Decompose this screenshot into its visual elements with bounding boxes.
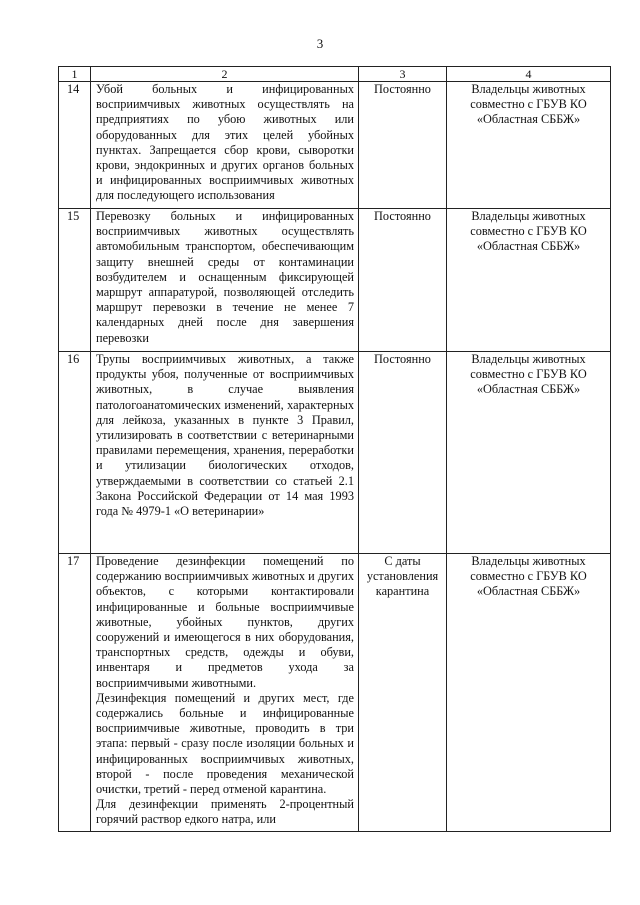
measure-text xyxy=(91,82,359,209)
term-cell: Постоянно xyxy=(359,352,447,554)
responsible-cell: Владельцы животных совместно с ГБУВ КО «Областная СББЖ» xyxy=(447,82,611,209)
table-row xyxy=(59,209,611,352)
measure-text xyxy=(91,554,359,832)
column-header: 1 xyxy=(59,67,91,82)
term-cell: Постоянно xyxy=(359,82,447,209)
measure-text xyxy=(91,352,359,554)
column-header: 3 xyxy=(359,67,447,82)
measure-paragraph: Убой больных и инфицированных восприимчивых животных осуществлять на предприятиях по убою животных или оборудованных для этих целей убойных пунктах. Запрещается сбор крови, сыворотки крови, эндокринных и других органов больных и инфицированных восприимчивых животных для последующего использования xyxy=(96,82,354,203)
row-number: 14 xyxy=(59,82,91,209)
measure-paragraph: Трупы восприимчивых животных, а также продукты убоя, полученные от восприимчивых животных, в случае выявления патологоанатомических изменений, характерных для лейкоза, указанных в пункте 3 Правил, утилизировать в соответствии с ветеринарными правилами перемещения, хранения, переработки и утилизации биологических отходов, утверждаемыми в соответствии со статьей 2.1 Закона Российской Федерации от 14 мая 1993 года № 4979-1 «О ветеринарии» xyxy=(96,352,354,519)
column-header: 4 xyxy=(447,67,611,82)
row-number: 15 xyxy=(59,209,91,352)
term-cell: С даты установления карантина xyxy=(359,554,447,832)
measure-paragraph: Перевозку больных и инфицированных восприимчивых животных осуществлять автомобильным транспортом, обеспечивающим защиту внешней среды от контаминации возбудителем и оснащенным фиксирующей маршрут аппаратурой, позволяющей отследить маршрут перевозки в течение не менее 7 календарных дней после дня завершения перевозки xyxy=(96,209,354,345)
measure-text xyxy=(91,209,359,352)
responsible-cell: Владельцы животных совместно с ГБУВ КО «Областная СББЖ» xyxy=(447,209,611,352)
row-number: 17 xyxy=(59,554,91,832)
page-number: 3 xyxy=(316,36,324,51)
table-row xyxy=(59,554,611,832)
measures-table xyxy=(58,66,611,832)
measure-paragraph: Дезинфекция помещений и других мест, где содержались больные и инфицированные восприимчивые животные, проводить в три этапа: первый - сразу после изоляции больных и инфицированных восприимчивых животных, второй - после проведения механической очистки, третий - перед отменой карантина. xyxy=(96,690,354,797)
row-number: 16 xyxy=(59,352,91,554)
measure-paragraph: Для дезинфекции применять 2-процентный горячий раствор едкого натра, или xyxy=(96,797,354,827)
responsible-cell: Владельцы животных совместно с ГБУВ КО «Областная СББЖ» xyxy=(447,554,611,832)
table-row xyxy=(59,82,611,209)
table-header-row xyxy=(59,67,611,82)
measure-paragraph: Проведение дезинфекции помещений по содержанию восприимчивых животных и других объектов, с которыми контактировали инфицированные и больные восприимчивые животные, убойных пунктов, других сооружений и имеющегося в них оборудования, транспортных средств, одежды и обуви, инвентаря и предметов ухода за восприимчивыми животными. xyxy=(96,554,354,690)
term-cell: Постоянно xyxy=(359,209,447,352)
table-row xyxy=(59,352,611,554)
column-header: 2 xyxy=(91,67,359,82)
responsible-cell: Владельцы животных совместно с ГБУВ КО «Областная СББЖ» xyxy=(447,352,611,554)
